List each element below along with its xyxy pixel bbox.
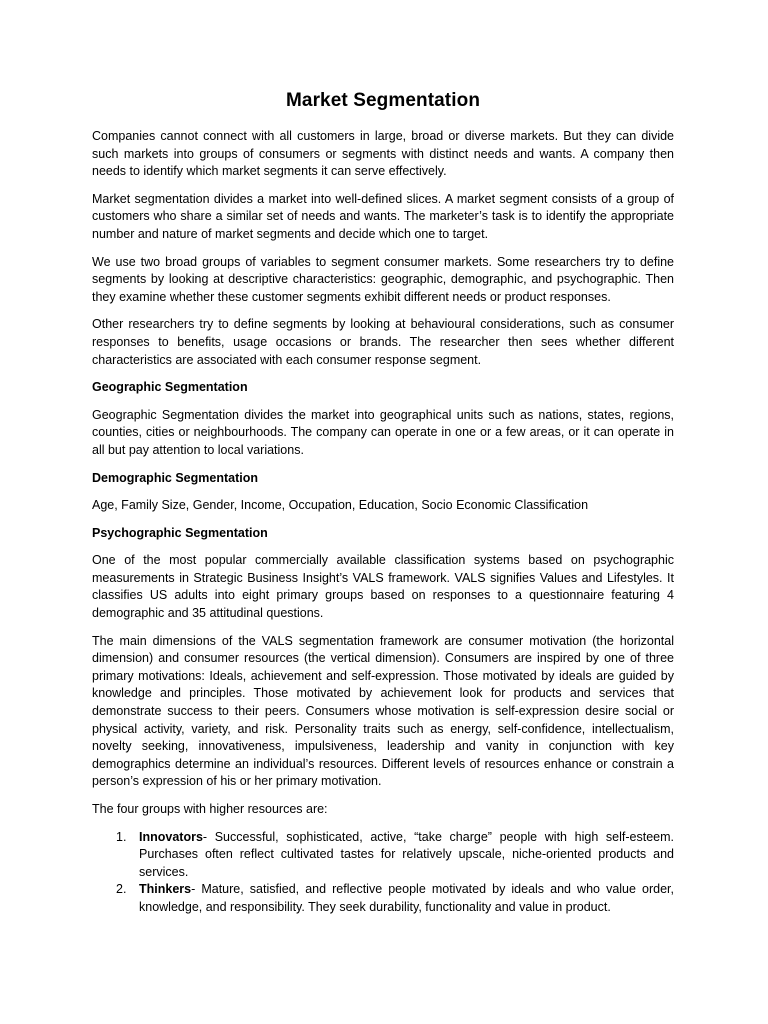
demographic-paragraph: Age, Family Size, Gender, Income, Occupation, Education, Socio Economic Classification [92, 498, 589, 513]
page-title: Market Segmentation [285, 90, 481, 111]
geographic-heading: Geographic Segmentation [92, 380, 248, 395]
psychographic-paragraph-1: One of the most popular commercially available classification systems based on psychographic measurements in Strategic Business Insight’s VALS framework. VALS signifies Values and Lifestyles. It classifies US adults into eight primary groups based on responses to a questionnaire featuring 4 demographic and 35 attitudinal questions. [92, 553, 674, 621]
list-item-description: - Mature, satisfied, and reflective people motivated by ideals and who value order, knowledge, and responsibility. They seek durability, functionality and value in product. [139, 882, 674, 914]
intro-paragraph-4: Other researchers try to define segments by looking at behavioural considerations, such as consumer responses to benefits, usage occasions or brands. The researcher then sees whether different characteristics are associated with each consumer response segment. [92, 317, 674, 367]
list-item-number: 2. [116, 882, 127, 897]
intro-paragraph-1: Companies cannot connect with all customers in large, broad or diverse markets. But they can divide such markets into groups of consumers or segments with distinct needs and wants. A company then needs to identify which market segments it can serve effectively. [92, 129, 674, 179]
intro-paragraph-2: Market segmentation divides a market into well-defined slices. A market segment consists of a group of customers who share a similar set of needs and wants. The marketer’s task is to identify the appropriate number and nature of market segments and decide which one to target. [92, 191, 674, 241]
list-item-number: 1. [116, 829, 127, 844]
geographic-paragraph: Geographic Segmentation divides the market into geographical units such as nations, states, regions, counties, cities or neighbourhoods. The company can operate in one or a few areas, or it can operate in all but pay attention to local variations. [92, 407, 674, 457]
document-page [92, 88, 674, 917]
list-item-term: Thinkers [139, 882, 192, 897]
psychographic-paragraph-2: The main dimensions of the VALS segmentation framework are consumer motivation (the horizontal dimension) and consumer resources (the vertical dimension). Consumers are inspired by one of three primary motivations: Ideals, achievement and self-expression. Those motivated by ideals are guided by knowledge and principles. Those motivated by achievement look for products and services that demonstrate success to their peers. Consumers whose motivation is self-expression desire social or physical activity, variety, and risk. Personality traits such as energy, self-confidence, intellectualism, novelty seeking, innovativeness, impulsiveness, leadership and vanity in conjunction with key demographics determine an individual’s resources. Different levels of resources enhance or constrain a person’s expression of his or her primary motivation. [92, 633, 674, 789]
higher-resources-intro: The four groups with higher resources are: [92, 802, 328, 816]
higher-resources-list [92, 829, 674, 917]
list-item-term: Innovators [139, 829, 203, 844]
intro-paragraph-3: We use two broad groups of variables to segment consumer markets. Some researchers try to define segments by looking at descriptive characteristics: geographic, demographic, and psychographic. Then they examine whether these customer segments exhibit different needs or product responses. [92, 254, 674, 304]
demographic-heading: Demographic Segmentation [92, 470, 258, 485]
list-item [92, 881, 674, 916]
list-item-description: - Successful, sophisticated, active, “take charge” people with high self-esteem. Purchases often reflect cultivated tastes for relatively upscale, niche-oriented products and services. [139, 829, 674, 879]
list-item [92, 829, 674, 882]
psychographic-heading: Psychographic Segmentation [92, 525, 268, 540]
